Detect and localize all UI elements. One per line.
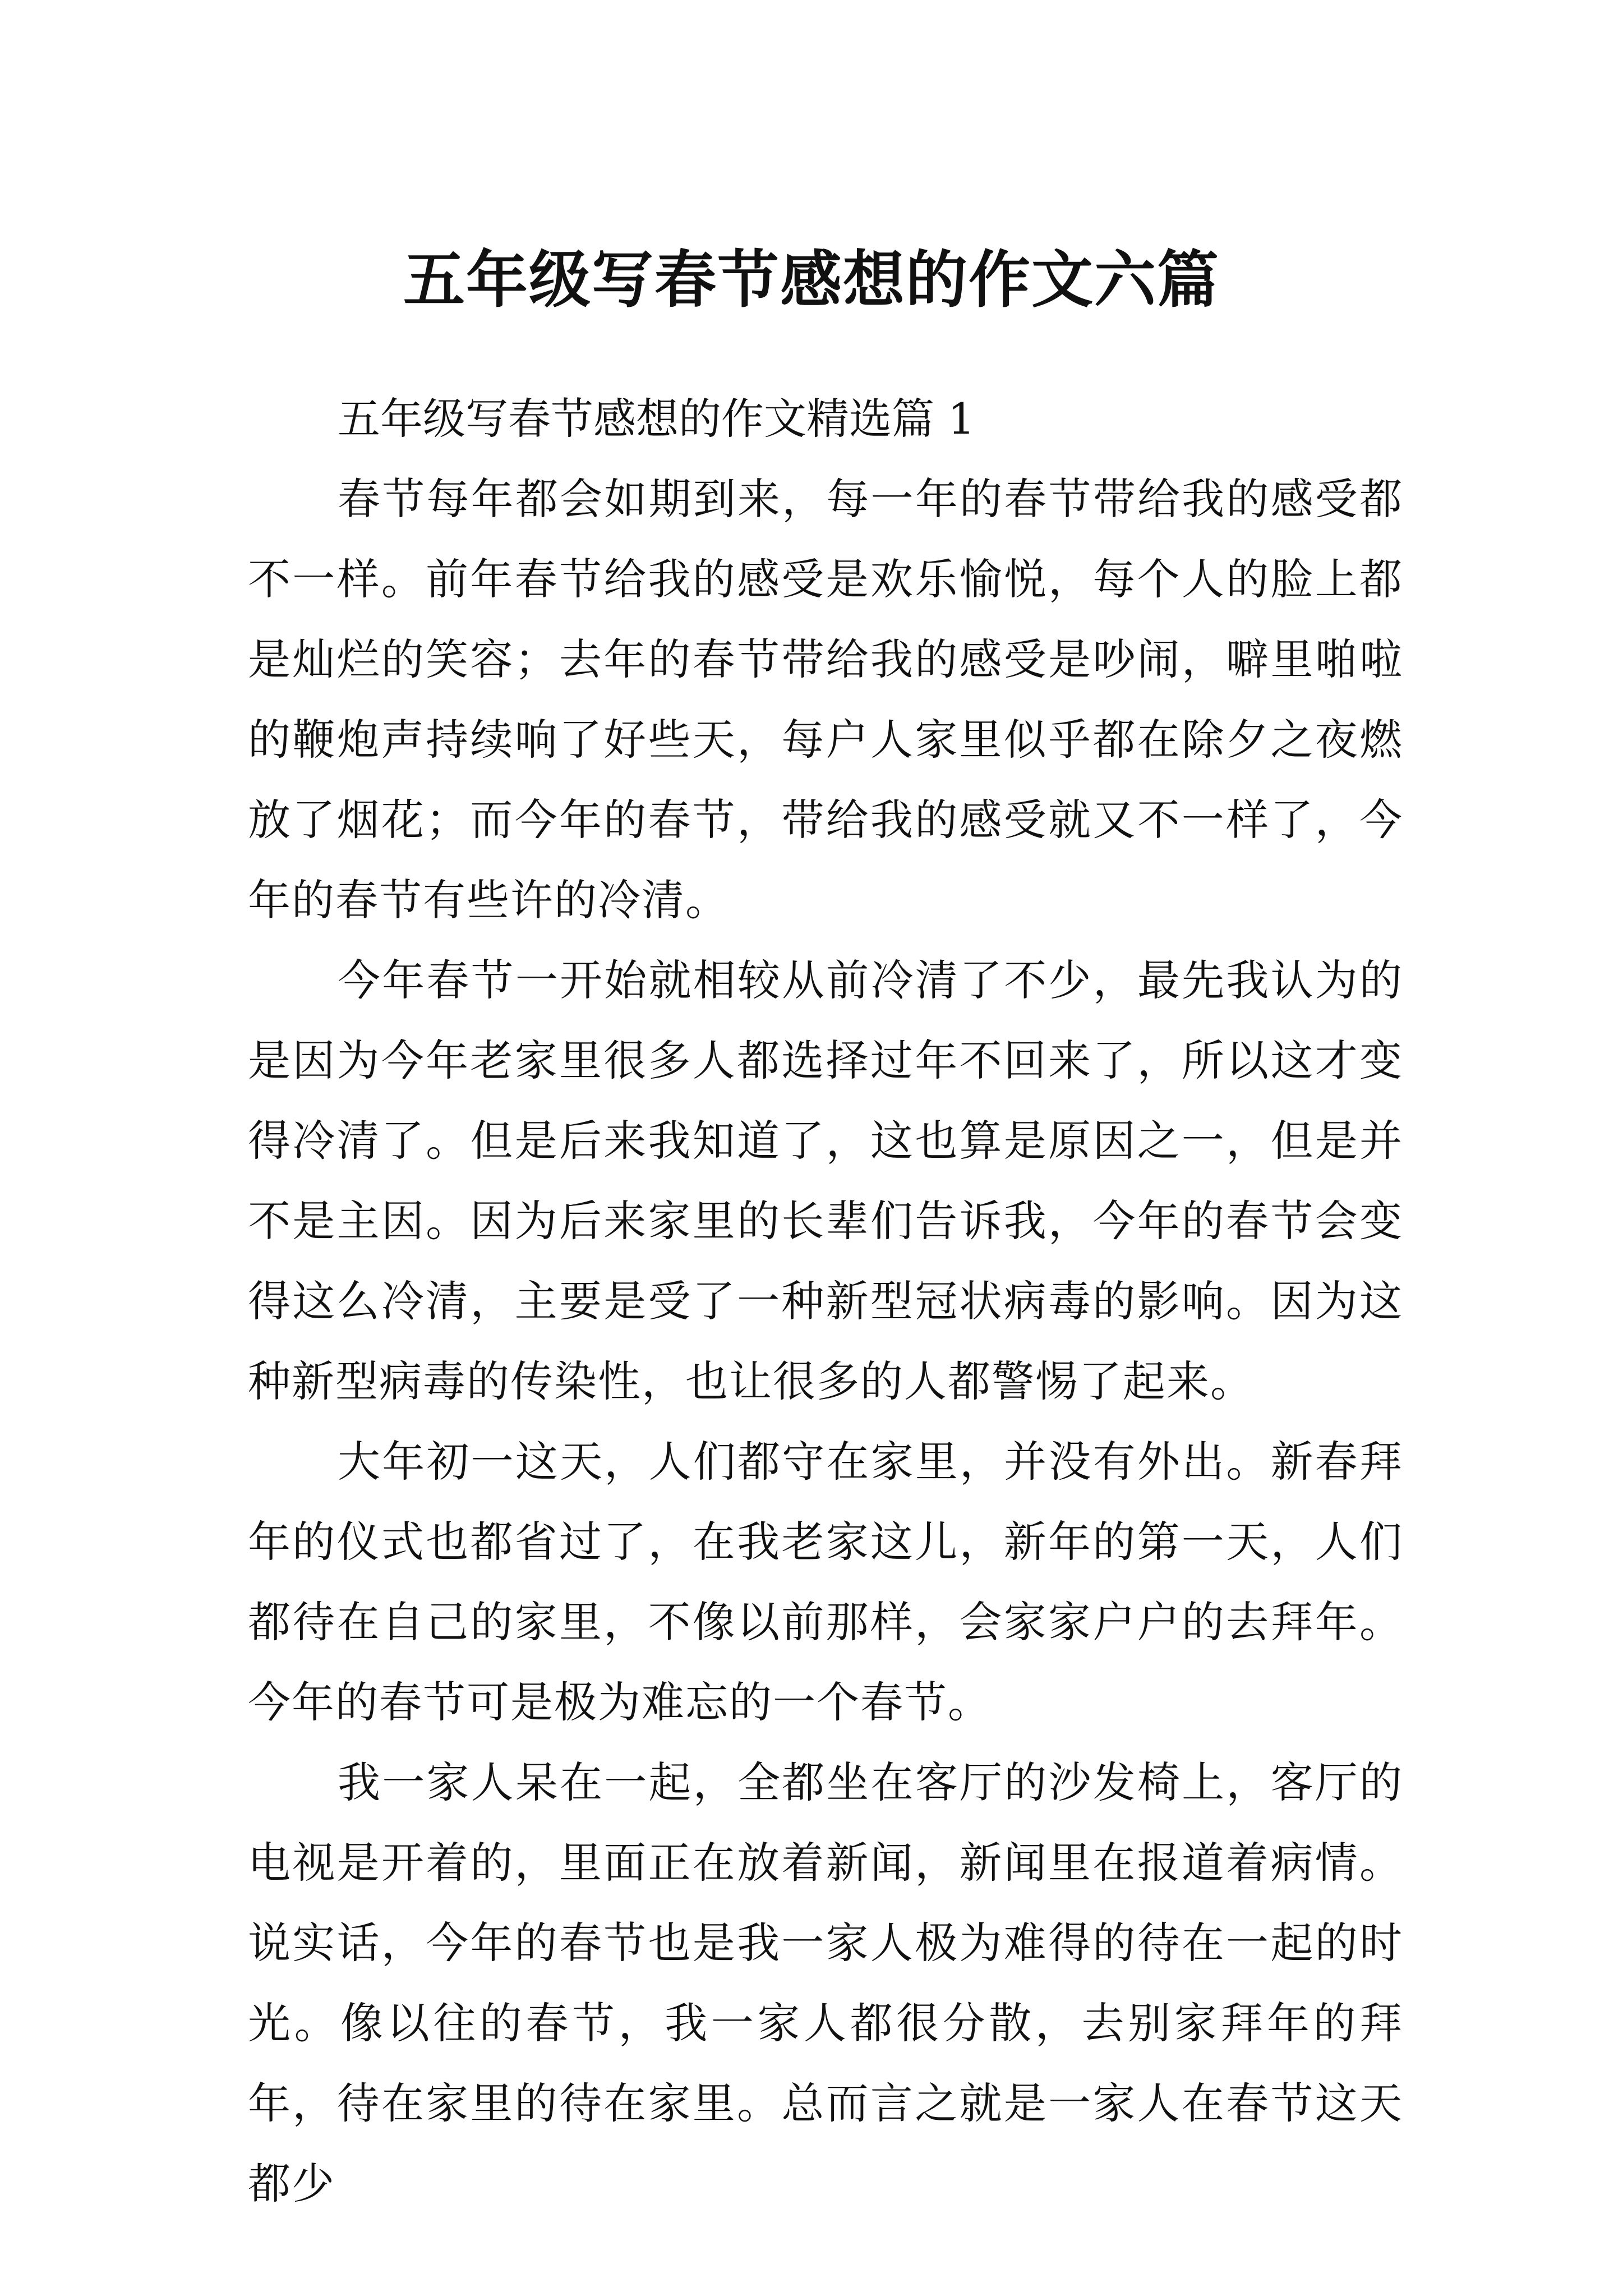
- section-heading: 五年级写春节感想的作文精选篇 1: [338, 394, 975, 444]
- paragraph-4: 我一家人呆在一起，全都坐在客厅的沙发椅上，客厅的电视是开着的，里面正在放着新闻，新闻里在报道着病情。说实话，今年的春节也是我一家人极为难得的待在一起的时光。像以往的春节，我一家人都很分散，去别家拜年的拜年，待在家里的待在家里。总而言之就是一家人在春节这天都少: [248, 1757, 1403, 2208]
- paragraph-3: 大年初一这天，人们都守在家里，并没有外出。新春拜年的仪式也都省过了，在我老家这儿，新年的第一天，人们都待在自己的家里，不像以前那样，会家家户户的去拜年。今年的春节可是极为难忘的一个春节。: [248, 1437, 1403, 1727]
- paragraph-2: 今年春节一开始就相较从前冷清了不少，最先我认为的是因为今年老家里很多人都选择过年不回来了，所以这才变得冷清了。但是后来我知道了，这也算是原因之一，但是并不是主因。因为后来家里的长辈们告诉我，今年的春节会变得这么冷清，主要是受了一种新型冠状病毒的影响。因为这种新型病毒的传染性，也让很多的人都警惕了起来。: [248, 955, 1403, 1406]
- paragraph-1: 春节每年都会如期到来，每一年的春节带给我的感受都不一样。前年春节给我的感受是欢乐愉悦，每个人的脸上都是灿烂的笑容；去年的春节带给我的感受是吵闹，噼里啪啦的鞭炮声持续响了好些天，每户人家里似乎都在除夕之夜燃放了烟花；而今年的春节，带给我的感受就又不一样了，今年的春节有些许的冷清。: [248, 474, 1403, 925]
- document-body: [248, 379, 1403, 2224]
- document-title: 五年级写春节感想的作文六篇: [403, 243, 1220, 316]
